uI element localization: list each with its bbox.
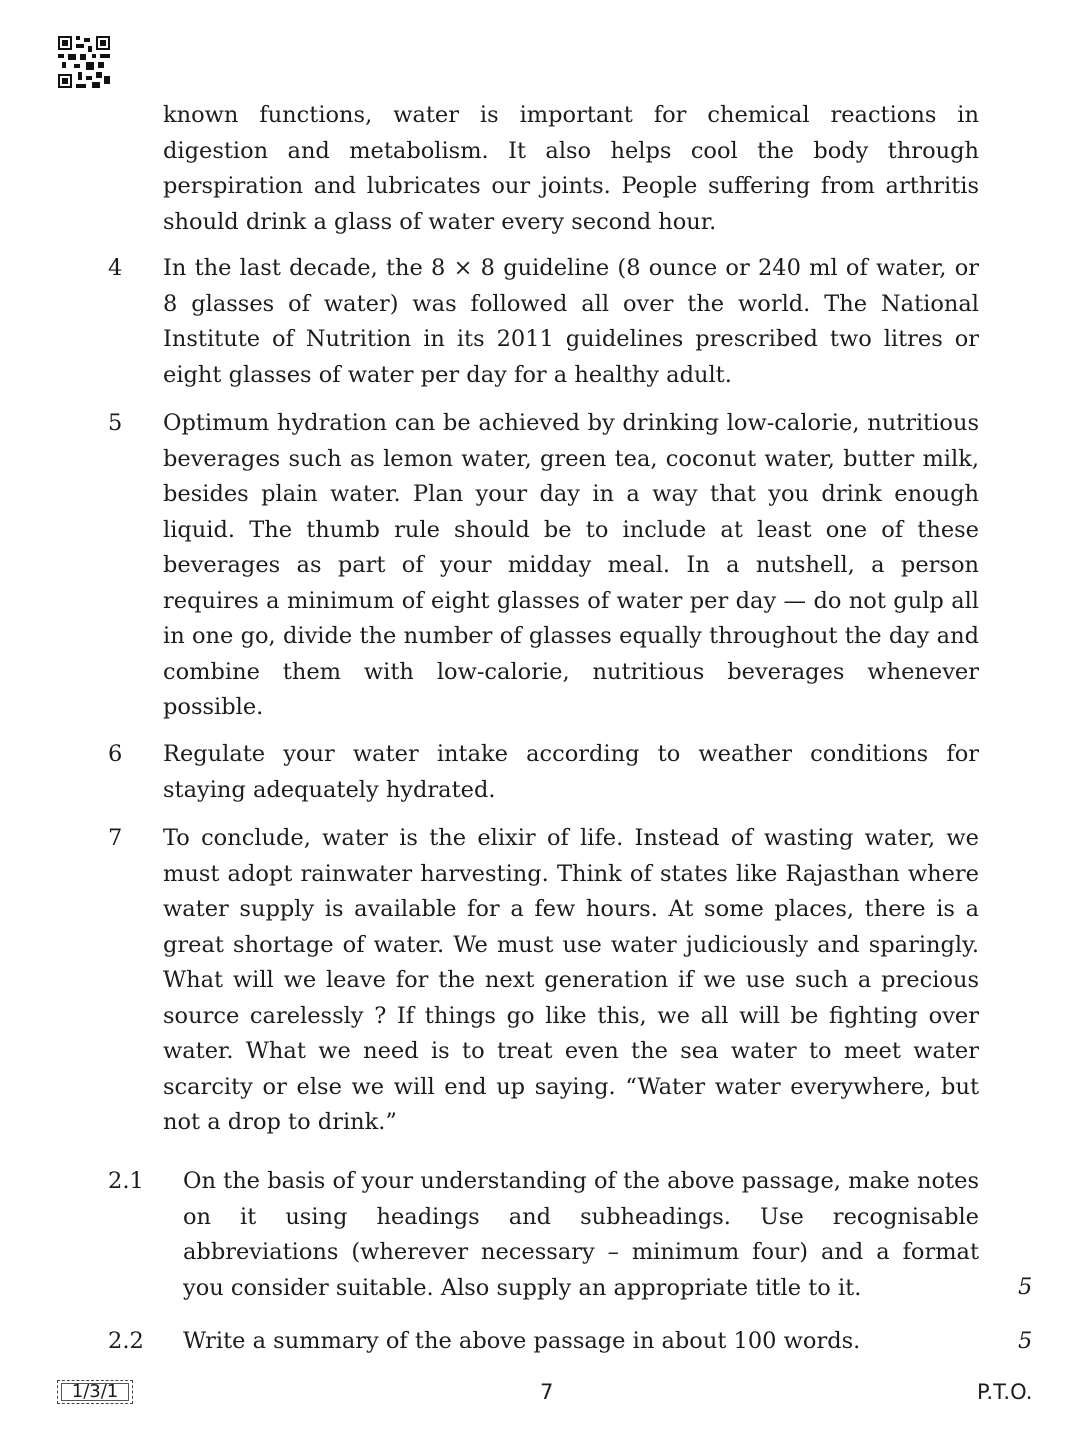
question-text: Write a summary of the above passage in about 100 words. xyxy=(183,1328,861,1354)
paragraph-number: 4 xyxy=(108,255,123,281)
paper-code: 1/3/1 xyxy=(71,1381,119,1402)
question-number: 2.2 xyxy=(108,1328,144,1354)
question-text: On the basis of your understanding of the above passage, make notes on it using headings and subheadings. Use recognisable abbreviations (wherever necessary – minimum four) and a format you consider suitable. Also supply an appropriate title to it. xyxy=(183,1168,979,1301)
page-number: 7 xyxy=(540,1380,554,1404)
question-number: 2.1 xyxy=(108,1168,144,1194)
paragraph-number: 5 xyxy=(108,410,123,436)
paragraph-number: 6 xyxy=(108,741,123,767)
qr-code-icon xyxy=(58,36,110,88)
paper-code-border xyxy=(61,1383,129,1401)
question-marks: 5 xyxy=(1018,1328,1033,1354)
paragraph-text: known functions, water is important for chemical reactions in digestion and metabolism. It also helps cool the body through perspiration and lubricates our joints. People suffering from arthritis should drink a glass of water every second hour. xyxy=(163,102,979,235)
question-marks: 5 xyxy=(1018,1274,1033,1300)
paragraph-number: 7 xyxy=(108,825,123,851)
paragraph-text: In the last decade, the 8 × 8 guideline (8 ounce or 240 ml of water, or 8 glasses of water) was followed all over the world. The National Institute of Nutrition in its 2011 guidelines prescribed two litres or eight glasses of water per day for a healthy adult. xyxy=(163,255,979,388)
pto-label: P.T.O. xyxy=(977,1380,1033,1404)
paragraph-text: Regulate your water intake according to weather conditions for staying adequately hydrated. xyxy=(163,741,979,803)
paragraph-text: To conclude, water is the elixir of life. Instead of wasting water, we must adopt rainwater harvesting. Think of states like Rajasthan where water supply is available for a few hours. At some places, there is a great shortage of water. We must use water judiciously and sparingly. What will we leave for the next generation if we use such a precious source carelessly ? If things go like this, we all will be fighting over water. What we need is to treat even the sea water to meet water scarcity or else we will end up saying. “Water water everywhere, but not a drop to drink.” xyxy=(163,825,979,1135)
paragraph-text: Optimum hydration can be achieved by drinking low-calorie, nutritious beverages such as lemon water, green tea, coconut water, butter milk, besides plain water. Plan your day in a way that you drink enough liquid. The thumb rule should be to include at least one of these beverages as part of your midday meal. In a nutshell, a person requires a minimum of eight glasses of water per day — do not gulp all in one go, divide the number of glasses equally throughout the day and combine them with low-calorie, nutritious beverages whenever possible. xyxy=(163,410,979,720)
paper-code-box xyxy=(57,1380,133,1404)
